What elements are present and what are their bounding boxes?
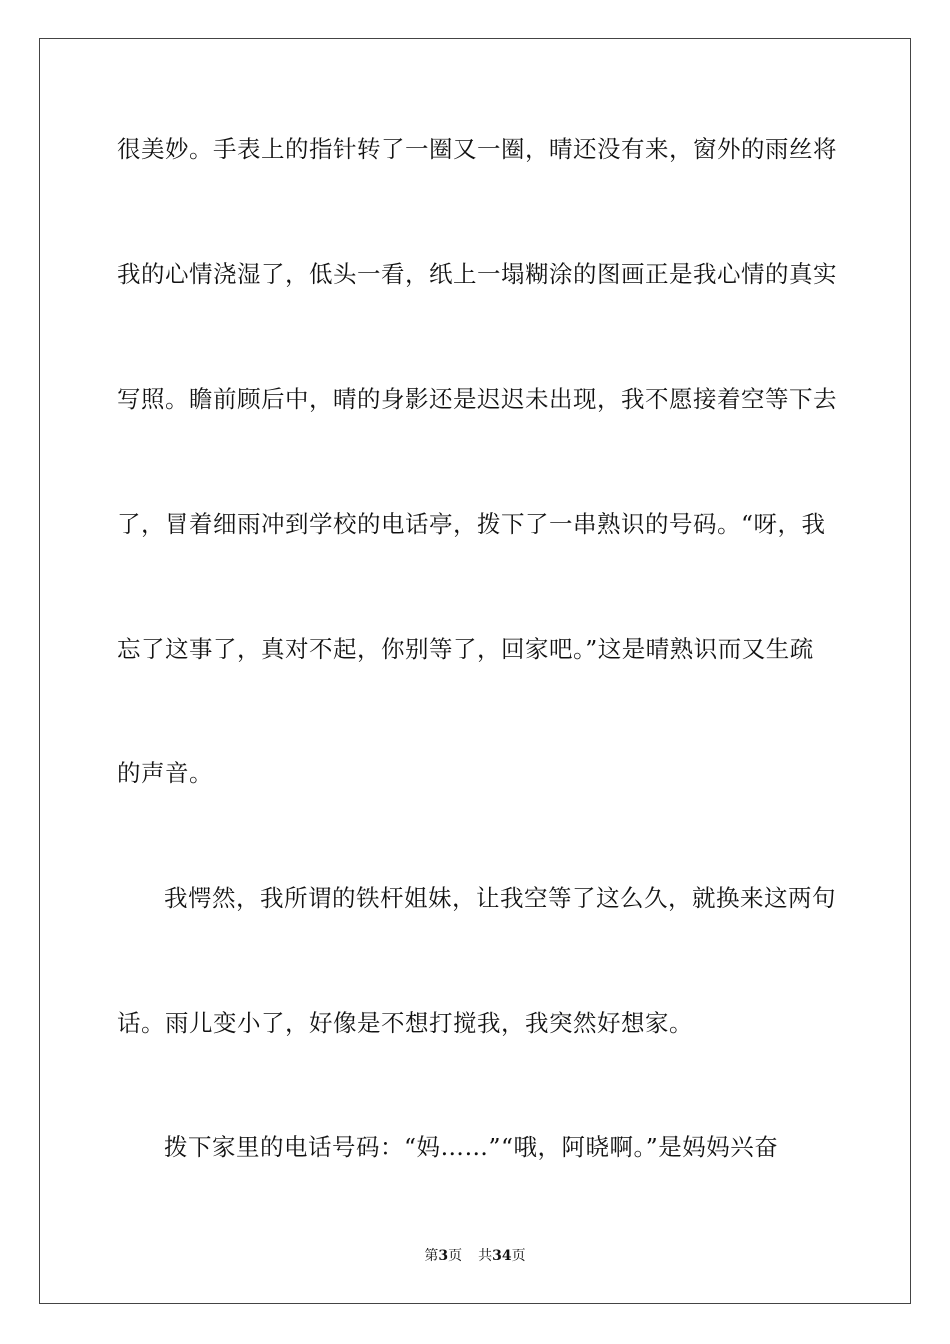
body-line-7: 我愕然，我所谓的铁杆姐妹，让我空等了这么久，就换来这两句 [164,884,836,912]
body-line-3: 写照。瞻前顾后中，晴的身影还是迟迟未出现，我不愿接着空等下去 [117,385,837,413]
page-border [39,38,911,1304]
total-pages: 34 [492,1248,512,1264]
body-line-8: 话。雨儿变小了，好像是不想打搅我，我突然好想家。 [117,1009,693,1037]
page-suffix: 页 [448,1248,463,1264]
page-prefix: 第 [424,1248,439,1264]
page-footer [0,1247,950,1265]
body-line-2: 我的心情浇湿了，低头一看，纸上一塌糊涂的图画正是我心情的真实 [117,260,837,288]
total-suffix: 页 [511,1248,526,1264]
body-line-1: 很美妙。手表上的指针转了一圈又一圈，晴还没有来，窗外的雨丝将 [117,135,837,163]
body-line-9: 拨下家里的电话号码：“妈……”“哦，阿晓啊。”是妈妈兴奋 [164,1133,779,1161]
total-prefix: 共 [478,1248,493,1264]
body-line-5: 忘了这事了，真对不起，你别等了，回家吧。”这是晴熟识而又生疏 [117,635,814,663]
body-line-4: 了，冒着细雨冲到学校的电话亭，拨下了一串熟识的号码。“呀，我 [117,510,826,538]
body-line-6: 的声音。 [117,759,213,787]
page-number: 3 [438,1248,449,1264]
